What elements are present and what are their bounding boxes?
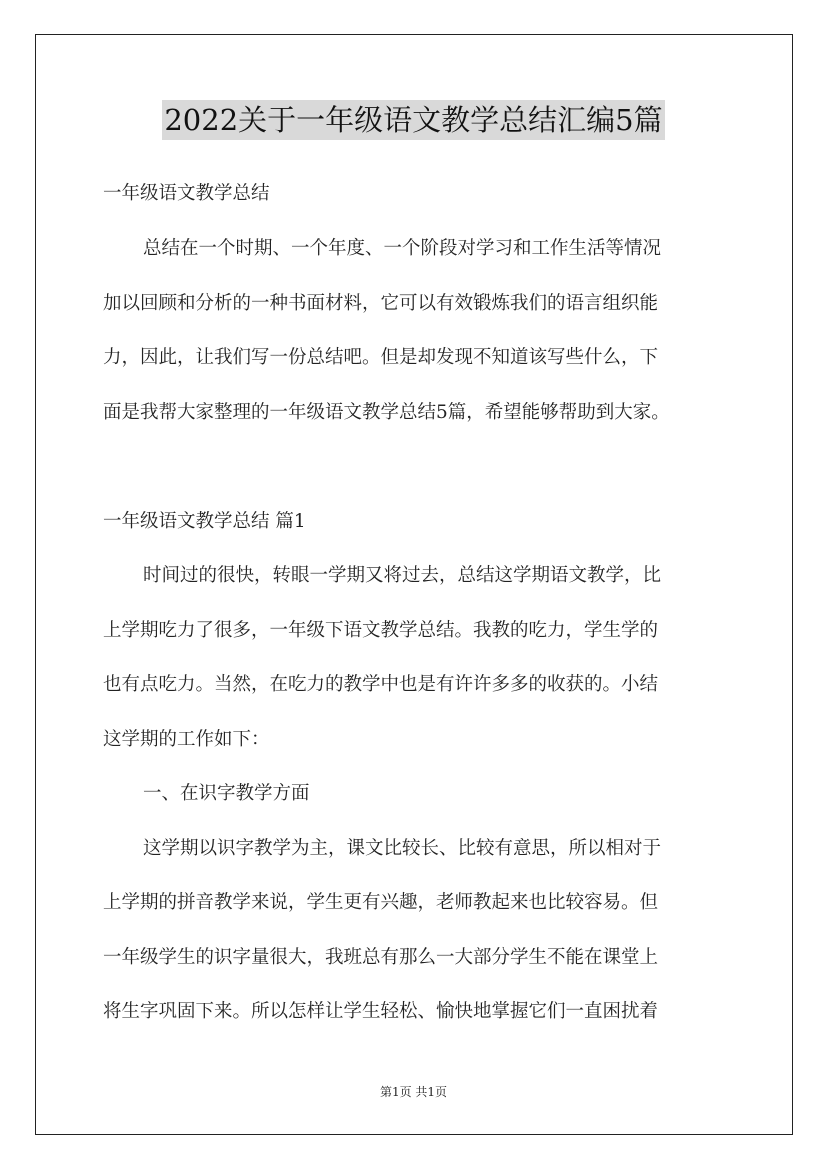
paragraph-line: 力，因此，让我们写一份总结吧。但是却发现不知道该写些什么，下 [103,347,659,368]
paragraph-line: 加以回顾和分析的一种书面材料，它可以有效锻炼我们的语言组织能 [103,293,659,314]
section-heading: 一年级语文教学总结 篇1 [103,511,306,532]
paragraph-line: 总结在一个时期、一个年度、一个阶段对学习和工作生活等情况 [143,238,662,259]
paragraph-line: 一年级学生的识字量很大，我班总有那么一大部分学生不能在课堂上 [103,947,659,968]
section-heading: 一年级语文教学总结 [103,183,270,204]
subsection-heading: 一、在识字教学方面 [143,783,310,804]
document-title: 2022关于一年级语文教学总结汇编5篇 [162,100,664,140]
paragraph-line: 也有点吃力。当然，在吃力的教学中也是有许许多多的收获的。小结 [103,674,659,695]
paragraph-line: 这学期以识字教学为主，课文比较长、比较有意思，所以相对于 [143,838,662,859]
paragraph-line: 将生字巩固下来。所以怎样让学生轻松、愉快地掌握它们一直困扰着 [103,1001,659,1022]
paragraph-line: 时间过的很快，转眼一学期又将过去，总结这学期语文教学，比 [143,565,662,586]
page-footer: 第1页 共1页 [379,1085,448,1099]
title-container [0,100,827,140]
paragraph-line: 这学期的工作如下： [103,729,270,750]
paragraph-line: 上学期的拼音教学来说，学生更有兴趣，老师教起来也比较容易。但 [103,892,659,913]
paragraph-line: 上学期吃力了很多，一年级下语文教学总结。我教的吃力，学生学的 [103,620,659,641]
paragraph-line: 面是我帮大家整理的一年级语文教学总结5篇，希望能够帮助到大家。 [103,402,670,423]
